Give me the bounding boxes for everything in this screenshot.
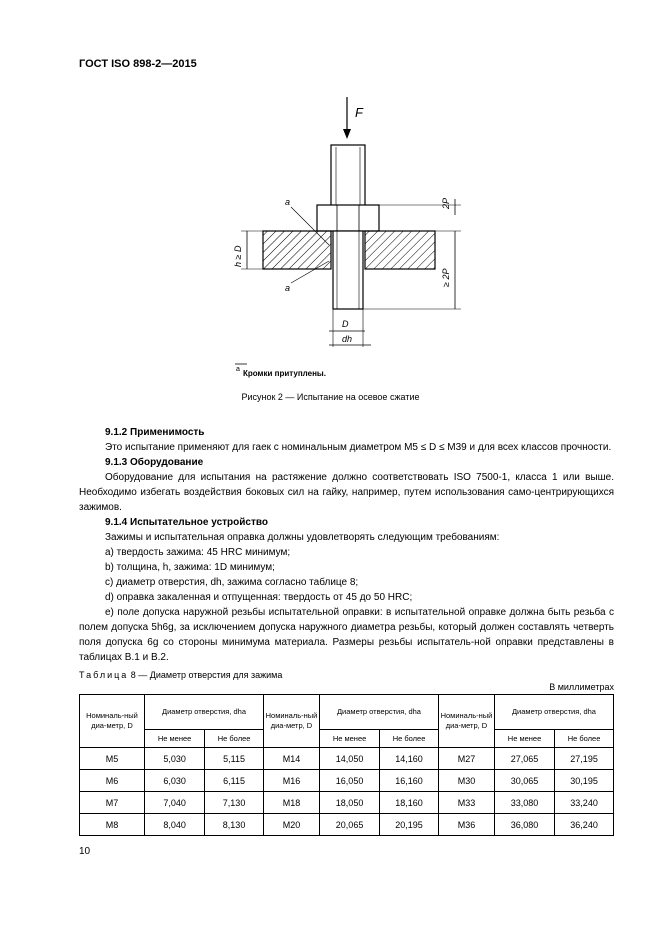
table-cell: 36,240 bbox=[555, 814, 614, 836]
figure-footnote: Кромки притуплены. bbox=[243, 369, 326, 378]
table-cell: 20,195 bbox=[380, 814, 439, 836]
table-cell: 30,065 bbox=[494, 770, 554, 792]
section-912-body: Это испытание применяют для гаек с номинальным диаметром M5 ≤ D ≤ M39 и для всех классов прочности. bbox=[105, 442, 612, 453]
table-cell: 14,050 bbox=[319, 748, 379, 770]
section-913-title: 9.1.3 Оборудование bbox=[105, 457, 204, 468]
document-header: ГОСТ ISO 898-2—2015 bbox=[79, 58, 197, 70]
table-cell: 18,050 bbox=[319, 792, 379, 814]
figure-caption: Рисунок 2 — Испытание на осевое сжатие bbox=[241, 392, 420, 402]
table-cell: 16,160 bbox=[380, 770, 439, 792]
list-item: с) диаметр отверстия, dh, зажима согласно таблице 8; bbox=[105, 577, 359, 588]
table-caption-title: 8 — Диаметр отверстия для зажима bbox=[128, 670, 283, 680]
subheader-max: Не более bbox=[380, 730, 439, 748]
table-cell: 14,160 bbox=[380, 748, 439, 770]
dim-2p-top: 2P bbox=[441, 197, 451, 209]
table-row bbox=[80, 770, 614, 792]
subheader-min: Не менее bbox=[145, 730, 205, 748]
table-cell: M14 bbox=[263, 748, 319, 770]
body-text bbox=[79, 425, 614, 665]
dim-dh: dh bbox=[342, 334, 353, 344]
nut bbox=[317, 205, 379, 231]
table-cell: 7,040 bbox=[145, 792, 205, 814]
col-header-nominal: Номиналь-ный диа-метр, D bbox=[80, 695, 145, 748]
force-label: F bbox=[355, 105, 363, 120]
section-914-title: 9.1.4 Испытательное устройство bbox=[105, 517, 268, 528]
table-cell: 20,065 bbox=[319, 814, 379, 836]
subheader-min: Не менее bbox=[494, 730, 554, 748]
table-cell: 36,080 bbox=[494, 814, 554, 836]
table-cell: 8,130 bbox=[205, 814, 264, 836]
list-item: d) оправка закаленная и отпущенная: твердость от 45 до 50 HRC; bbox=[105, 592, 413, 603]
table-cell: M6 bbox=[80, 770, 145, 792]
col-header-diameter: Диаметр отверстия, dha bbox=[319, 695, 438, 730]
table-cell: 33,080 bbox=[494, 792, 554, 814]
table-caption bbox=[79, 670, 282, 680]
dim-2p-right: ≥ 2P bbox=[441, 268, 451, 287]
list-item: b) толщина, h, зажима: 1D минимум; bbox=[105, 562, 275, 573]
col-header-nominal: Номиналь-ный диа-метр, D bbox=[438, 695, 494, 748]
table-cell: 27,065 bbox=[494, 748, 554, 770]
axial-compression-diagram bbox=[225, 95, 475, 380]
table-cell: M36 bbox=[438, 814, 494, 836]
callout-a-bottom: a bbox=[285, 283, 291, 293]
page-number: 10 bbox=[79, 846, 91, 857]
table-cell: 5,030 bbox=[145, 748, 205, 770]
table-cell: M33 bbox=[438, 792, 494, 814]
dim-d: D bbox=[342, 319, 349, 329]
table-cell: M8 bbox=[80, 814, 145, 836]
table-row bbox=[80, 792, 614, 814]
section-912-title: 9.1.2 Применимость bbox=[105, 427, 205, 438]
table-cell: M20 bbox=[263, 814, 319, 836]
table-units: В миллиметрах bbox=[549, 682, 614, 692]
table-caption-prefix: Таблица bbox=[79, 670, 129, 680]
force-arrowhead bbox=[343, 129, 351, 139]
table-cell: 8,040 bbox=[145, 814, 205, 836]
col-header-diameter: Диаметр отверстия, dha bbox=[494, 695, 613, 730]
table-cell: 5,115 bbox=[205, 748, 264, 770]
table-cell: 27,195 bbox=[555, 748, 614, 770]
callout-a-top: a bbox=[285, 197, 291, 207]
table-cell: M5 bbox=[80, 748, 145, 770]
table-cell: 33,240 bbox=[555, 792, 614, 814]
table-cell: 16,050 bbox=[319, 770, 379, 792]
table-row bbox=[80, 748, 614, 770]
table-cell: 6,030 bbox=[145, 770, 205, 792]
table-cell: 6,115 bbox=[205, 770, 264, 792]
table-cell: 18,160 bbox=[380, 792, 439, 814]
table-cell: M16 bbox=[263, 770, 319, 792]
table-cell: M18 bbox=[263, 792, 319, 814]
table-cell: M27 bbox=[438, 748, 494, 770]
section-913-body: Оборудование для испытания на растяжение должно соответствовать ISO 7500-1, класса 1 или выше. Необходимо избегать воздействия боковых сил на гайку, например, путем использования само-центрирующихся зажимов. bbox=[79, 472, 614, 513]
subheader-max: Не более bbox=[555, 730, 614, 748]
table-cell: 7,130 bbox=[205, 792, 264, 814]
section-914-intro: Зажимы и испытательная оправка должны удовлетворять следующим требованиям: bbox=[105, 532, 500, 543]
table-cell: M7 bbox=[80, 792, 145, 814]
mandrel-thread bbox=[333, 231, 363, 309]
hole-diameter-table bbox=[79, 694, 614, 836]
test-figure bbox=[225, 95, 475, 380]
subheader-max: Не более bbox=[205, 730, 264, 748]
dim-h: h ≥ D bbox=[233, 245, 243, 267]
list-item: а) твердость зажима: 45 HRC минимум; bbox=[105, 547, 291, 558]
clamp-right bbox=[365, 231, 435, 269]
table-cell: 30,195 bbox=[555, 770, 614, 792]
col-header-nominal: Номиналь-ный диа-метр, D bbox=[263, 695, 319, 748]
footnote-marker: a bbox=[236, 366, 240, 373]
col-header-diameter: Диаметр отверстия, dha bbox=[145, 695, 264, 730]
table-cell: M30 bbox=[438, 770, 494, 792]
list-item: е) поле допуска наружной резьбы испытательной оправки: в испытательной оправке должна быть резьба с полем допуска 5h6g, за исключением допуска наружного диаметра резьбы, который должен составлять четверть поля допуска 6g со стороны минимума материала. Размеры резьбы испытатель-ной оправки представлены в таблицах В.1 и В.2. bbox=[79, 607, 614, 663]
table-row bbox=[80, 814, 614, 836]
subheader-min: Не менее bbox=[319, 730, 379, 748]
